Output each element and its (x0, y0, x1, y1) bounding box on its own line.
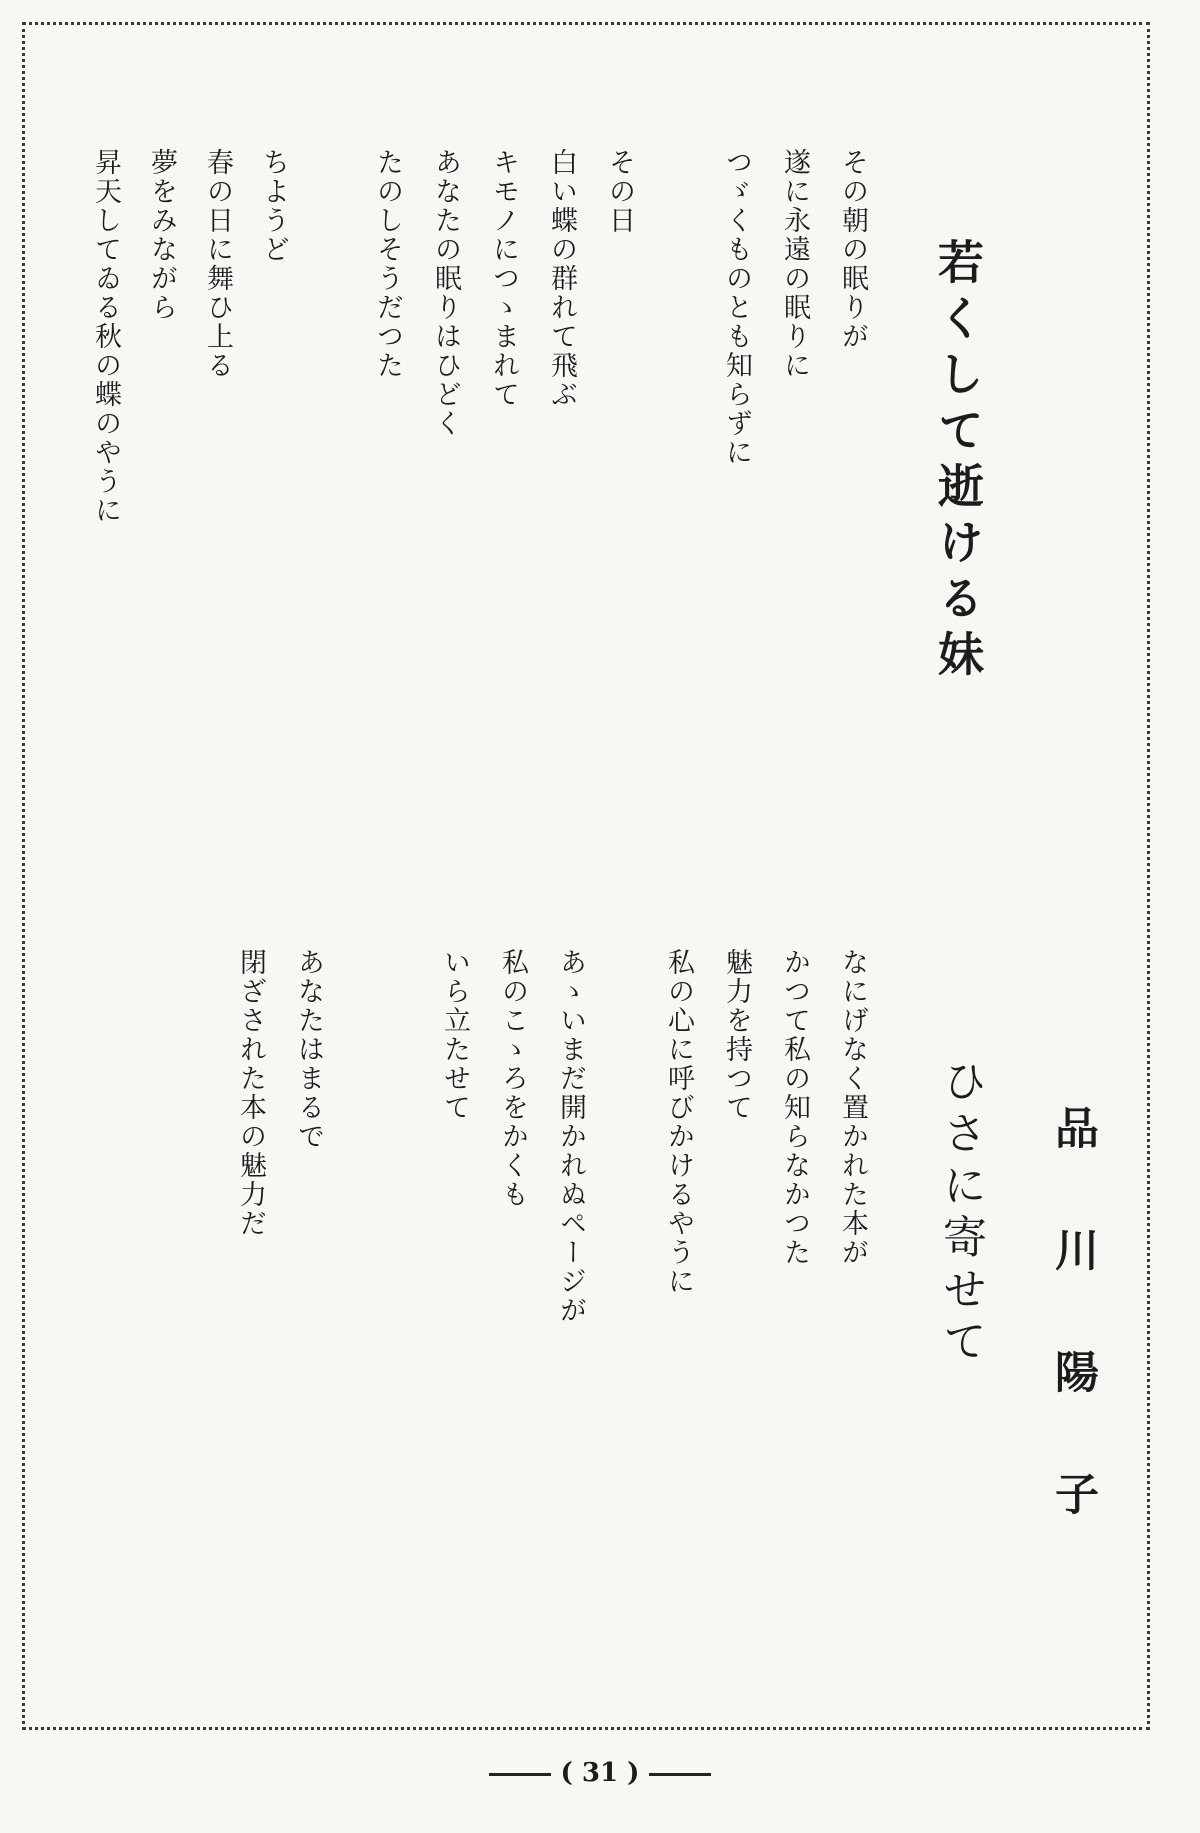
poem1-line: 春の日に舞ひ上る (202, 148, 233, 380)
poem1-line: ちようど (258, 148, 289, 264)
poem1-line: その朝の眠りが (837, 148, 868, 351)
poem1-line: 遂に永遠の眠りに (779, 148, 810, 380)
poem2-line: かつて私の知らなかつた (779, 948, 810, 1267)
poem2-title: ひさに寄せて (935, 1058, 986, 1370)
author-name: 品川陽子 (1047, 1105, 1098, 1593)
poem1-title: 若くして逝ける妹 (931, 238, 985, 686)
poem2-line: 私のこゝろをかくも (497, 948, 528, 1209)
poem2-line: 閉ざされた本の魅力だ (235, 948, 266, 1238)
poem1-line: キモノにつゝまれて (488, 148, 519, 409)
left-dash (489, 1773, 551, 1776)
page-number-value: 31 (581, 1758, 619, 1788)
poem2-line: あゝいまだ開かれぬページが (555, 948, 586, 1325)
open-paren: ( (560, 1758, 573, 1788)
poem2-line: いら立たせて (439, 948, 470, 1122)
poem1-line: たのしそうだつた (372, 148, 403, 380)
poem2-line: なにげなく置かれた本が (837, 948, 868, 1267)
poem1-line: 白い蝶の群れて飛ぶ (546, 148, 577, 409)
page-number (0, 1758, 1200, 1788)
poem1-line: その日 (604, 148, 635, 235)
poem2-line: 私の心に呼びかけるやうに (663, 948, 694, 1296)
close-paren: ) (627, 1758, 640, 1788)
poem1-line: あなたの眠りはひどく (430, 148, 461, 438)
right-dash (649, 1773, 711, 1776)
poem2-line: あなたはまるで (293, 948, 324, 1151)
poem1-line: 夢をみながら (146, 148, 177, 322)
poem1-line: 昇天してゐる秋の蝶のやうに (90, 148, 121, 525)
poem1-line: つゞくものとも知らずに (721, 148, 752, 467)
poem2-line: 魅力を持つて (721, 948, 752, 1122)
